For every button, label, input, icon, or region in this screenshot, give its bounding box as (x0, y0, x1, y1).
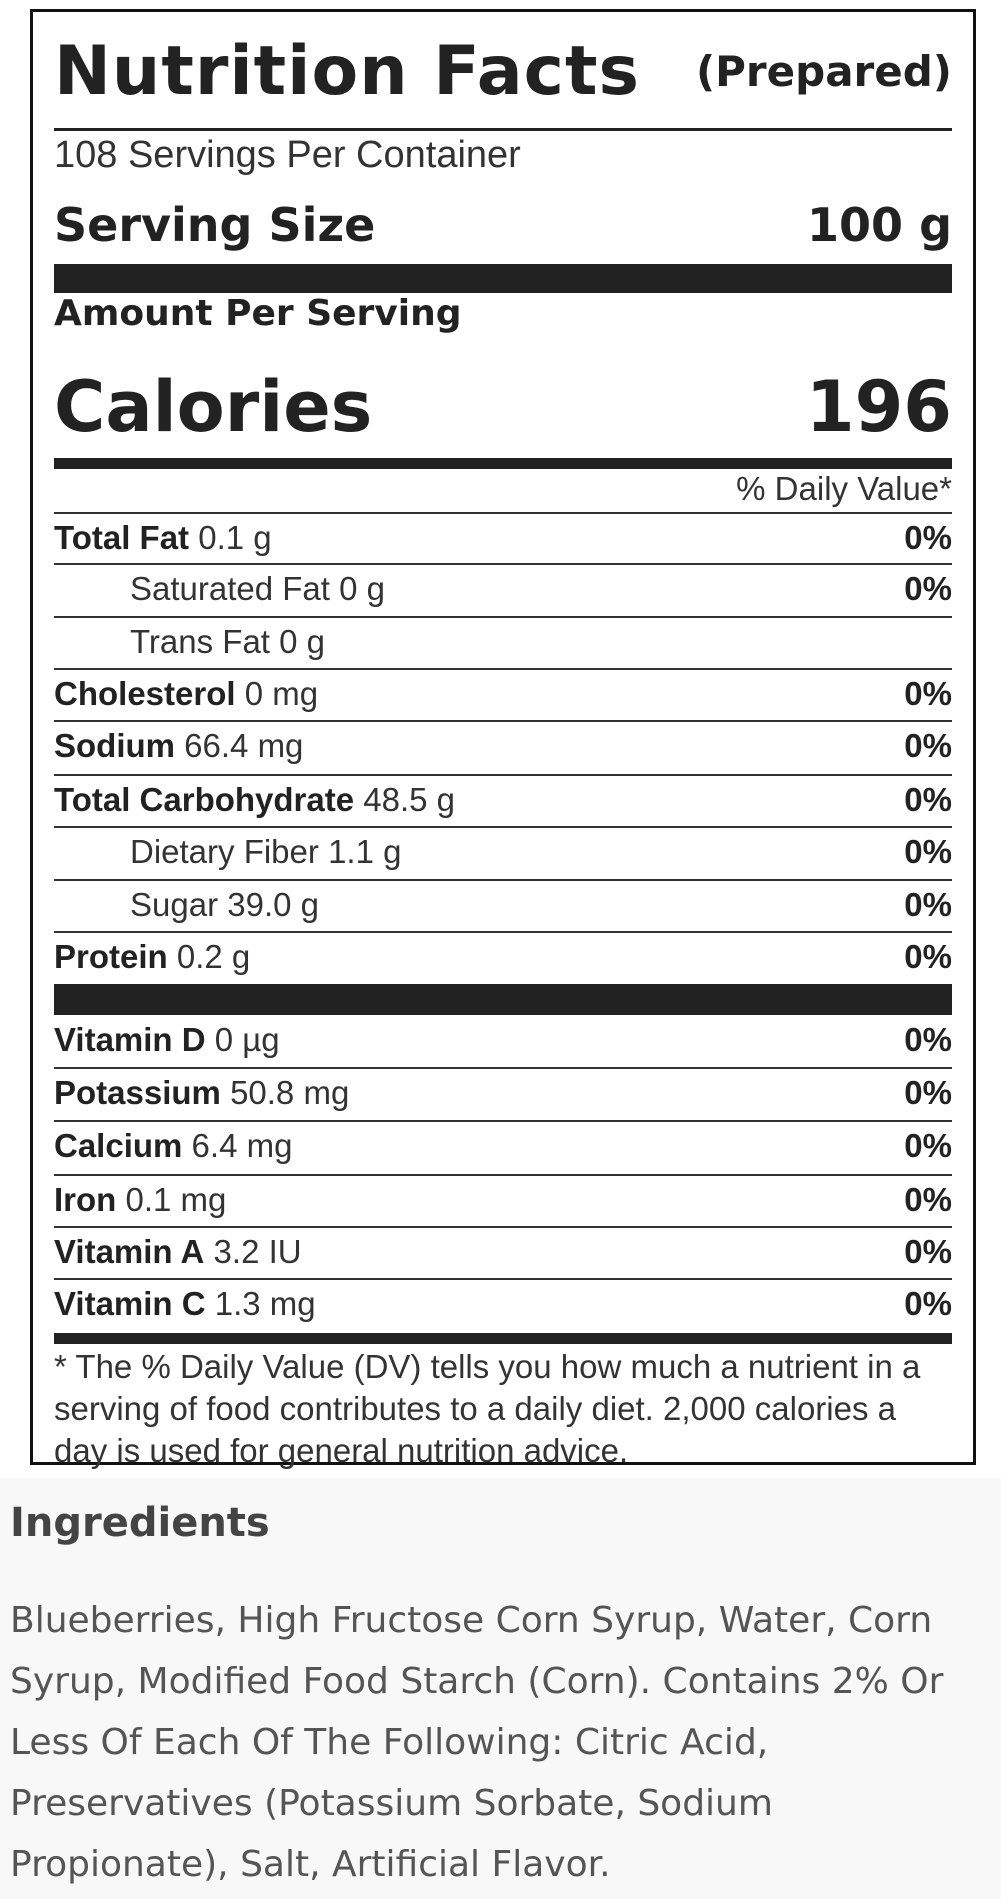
nutrient-name: Saturated Fat (130, 570, 330, 607)
divider-medium-footer (54, 1333, 952, 1344)
divider-thin (54, 128, 952, 131)
nutrient-name: Total Fat (54, 519, 190, 556)
nutrient-name: Sodium (54, 727, 175, 764)
nutrient-percent: 0% (904, 727, 952, 764)
nutrient-amount: 0 g (339, 570, 385, 607)
vitamin-percent: 0% (904, 1127, 952, 1164)
nutrient-amount: 48.5 g (363, 781, 456, 818)
serving-size-row (54, 195, 952, 255)
ingredients-heading: Ingredients (10, 1500, 270, 1546)
nutrient-amount: 0.1 g (198, 519, 272, 556)
vitamin-percent: 0% (904, 1021, 952, 1058)
vitamin-amount: 50.8 mg (230, 1074, 350, 1111)
nutrient-name: Dietary Fiber (130, 833, 319, 870)
vitamin-row-calcium (54, 1120, 952, 1170)
nutrient-percent: 0% (904, 938, 952, 975)
nutrient-row-total-carbohydrate (54, 774, 952, 824)
nutrient-name: Trans Fat (130, 623, 270, 660)
nutrient-row-total-fat (54, 512, 952, 562)
label-title: Nutrition Facts (54, 31, 640, 111)
ingredients-text: Blueberries, High Fructose Corn Syrup, Water, Corn Syrup, Modified Food Starch (Corn). Contains 2% Or Less Of Each Of The Following: Citric Acid, Preservatives (Potassium Sorbate, Sodium Propionate), Salt, Artificial Flavor. (10, 1600, 944, 1885)
nutrient-row-protein (54, 931, 952, 981)
nutrient-amount: 1.1 g (328, 833, 402, 870)
vitamin-row-vitamin-c (54, 1278, 952, 1328)
vitamin-name: Vitamin D (54, 1021, 206, 1058)
nutrient-name: Cholesterol (54, 675, 236, 712)
nutrient-row-sugar (54, 879, 952, 929)
nutrient-percent: 0% (904, 675, 952, 712)
vitamin-name: Vitamin C (54, 1285, 206, 1322)
nutrient-row-trans-fat (54, 616, 952, 666)
nutrient-amount: 39.0 g (227, 886, 319, 923)
servings-per-container: 108 Servings Per Container (54, 134, 521, 176)
calories-label: Calories (54, 366, 373, 448)
nutrient-percent: 0% (904, 570, 952, 607)
vitamin-percent: 0% (904, 1181, 952, 1218)
vitamin-amount: 1.3 mg (214, 1285, 316, 1322)
calories-value: 196 (805, 366, 952, 448)
nutrient-row-sodium (54, 720, 952, 770)
amount-per-serving: Amount Per Serving (54, 293, 462, 334)
vitamin-row-potassium (54, 1067, 952, 1117)
nutrient-row-cholesterol (54, 668, 952, 718)
divider-thick (54, 264, 952, 293)
divider-medium (54, 458, 952, 469)
nutrient-amount: 0 g (279, 623, 326, 660)
nutrient-amount: 0 mg (244, 675, 319, 712)
vitamin-name: Calcium (54, 1127, 183, 1164)
vitamin-name: Potassium (54, 1074, 221, 1111)
vitamin-amount: 0 µg (214, 1021, 280, 1058)
vitamin-row-vitamin-a (54, 1226, 952, 1276)
nutrient-name: Sugar (130, 886, 219, 923)
vitamin-name: Vitamin A (54, 1233, 205, 1270)
nutrient-percent: 0% (904, 519, 952, 556)
daily-value-footnote: * The % Daily Value (DV) tells you how much a nutrient in a serving of food contributes to a daily diet. 2,000 calories a day is used for general nutrition advice. (54, 1348, 921, 1469)
nutrient-name: Protein (54, 938, 168, 975)
vitamin-amount: 3.2 IU (213, 1233, 302, 1270)
daily-value-header: % Daily Value* (736, 470, 952, 507)
nutrient-name: Total Carbohydrate (54, 781, 355, 818)
vitamin-amount: 0.1 mg (125, 1181, 227, 1218)
serving-size-value: 100 g (807, 198, 952, 252)
vitamin-name: Iron (54, 1181, 117, 1218)
nutrient-percent: 0% (904, 886, 952, 923)
serving-size-label: Serving Size (54, 198, 376, 252)
vitamin-row-iron (54, 1174, 952, 1224)
vitamin-percent: 0% (904, 1074, 952, 1111)
nutrient-percent: 0% (904, 781, 952, 818)
label-subtitle: (Prepared) (695, 46, 952, 96)
nutrition-facts-panel (30, 9, 976, 1469)
nutrient-row-dietary-fiber (54, 826, 952, 876)
nutrient-percent: 0% (904, 833, 952, 870)
vitamin-row-vitamin-d (54, 1015, 952, 1065)
nutrient-amount: 66.4 mg (184, 727, 304, 764)
nutrient-amount: 0.2 g (176, 938, 251, 975)
vitamin-amount: 6.4 mg (191, 1127, 293, 1164)
divider-thick-vitamins (54, 984, 952, 1015)
vitamin-percent: 0% (904, 1233, 952, 1270)
nutrient-row-saturated-fat (54, 563, 952, 613)
vitamin-percent: 0% (904, 1285, 952, 1322)
title-row (54, 26, 952, 116)
calories-row (54, 362, 952, 452)
